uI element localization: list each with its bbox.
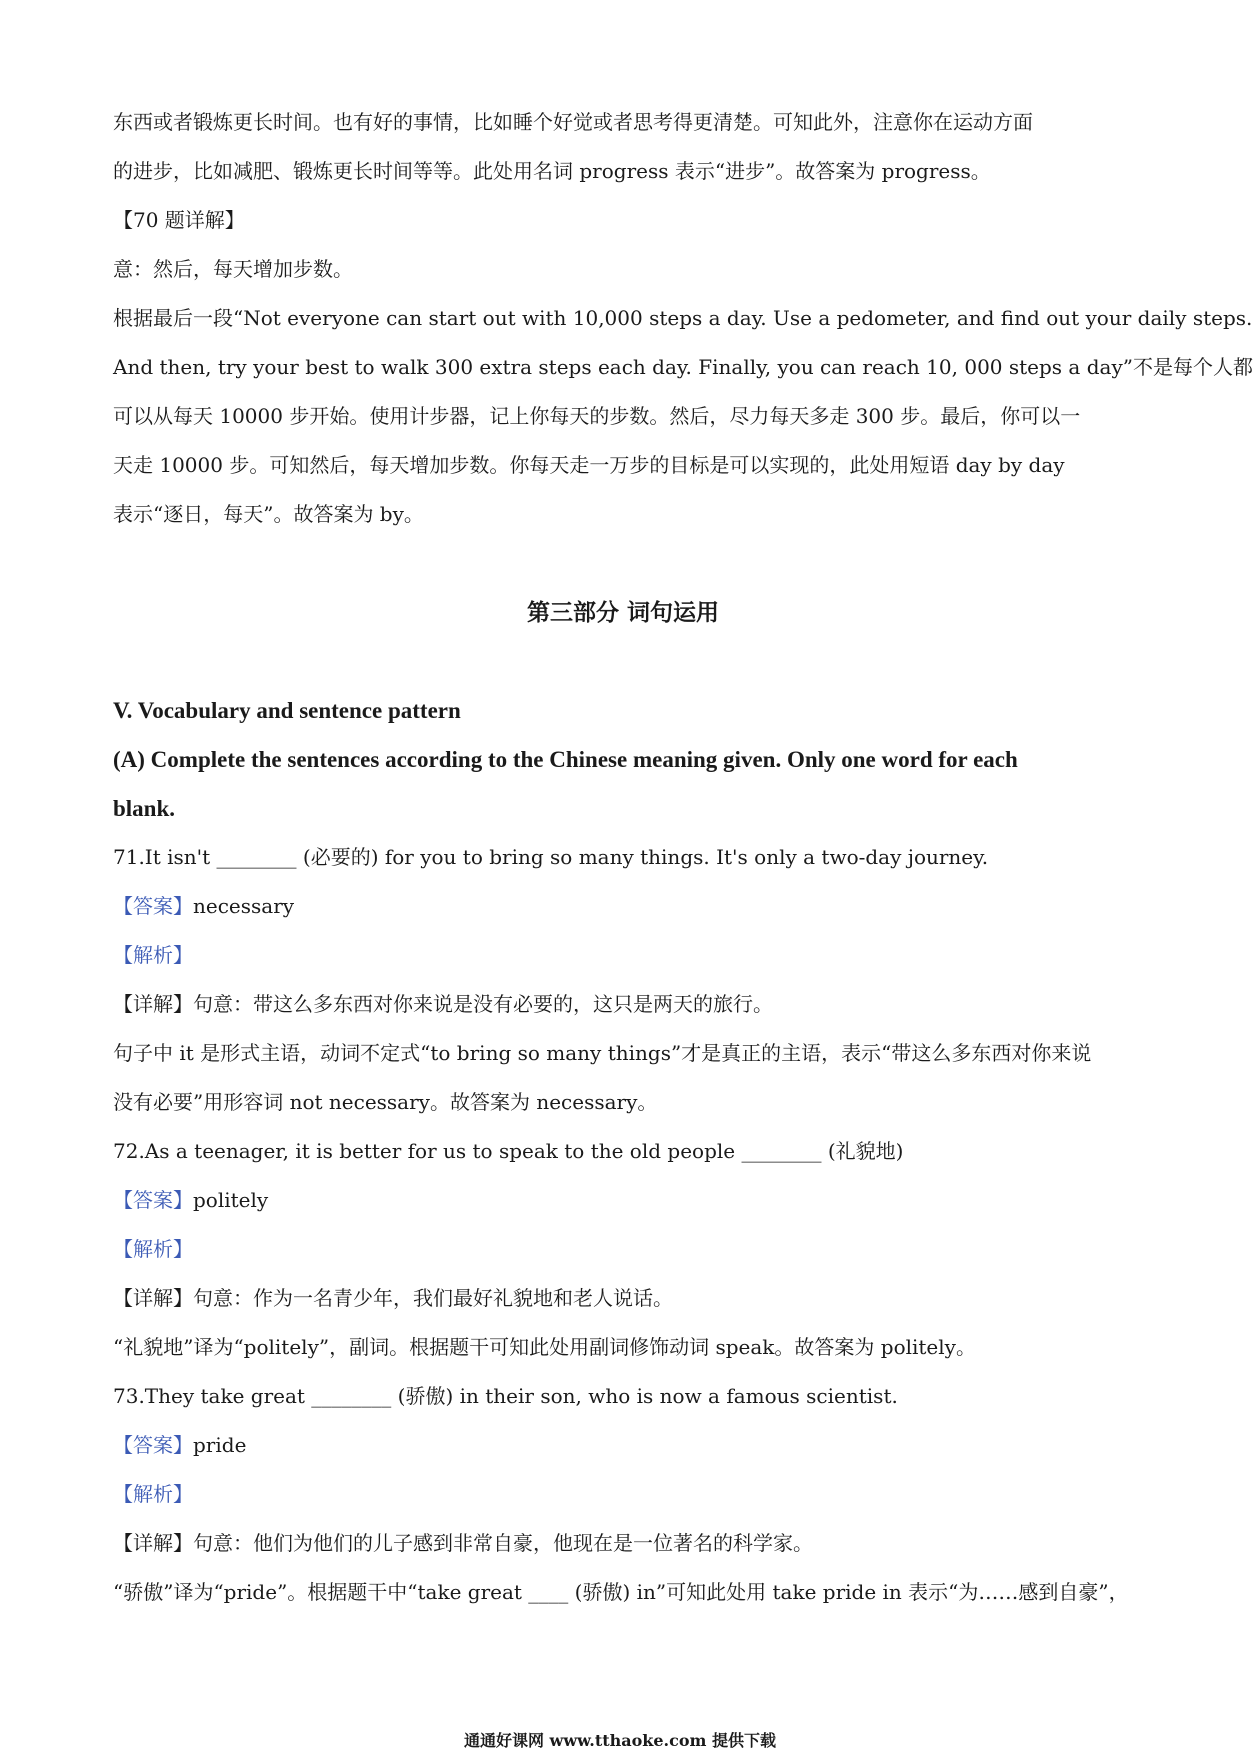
q70-title: 【70 题详解】 xyxy=(113,208,245,232)
section-subtitle-1: (A) Complete the sentences according to the Chinese meaning given. Only one word for each xyxy=(113,747,1018,772)
q70-line-5: 表示“逐日，每天”。故答案为 by。 xyxy=(113,502,424,526)
q71-explain-2: 没有必要”用形容词 not necessary。故答案为 necessary。 xyxy=(113,1090,658,1114)
q72-answer: politely xyxy=(193,1188,269,1212)
q73-analysis-label: 【解析】 xyxy=(113,1482,193,1506)
q70-meaning: 意：然后，每天增加步数。 xyxy=(113,257,353,281)
q72-explain-1: “礼貌地”译为“politely”，副词。根据题干可知此处用副词修饰动词 speak。故答案为 politely。 xyxy=(113,1335,976,1359)
page-footer: 通通好课网 www.tthaoke.com 提供下载 xyxy=(463,1731,777,1750)
q72-question: 72.As a teenager, it is better for us to speak to the old people ________ (礼貌地) xyxy=(113,1139,904,1163)
answer-label: 【答案】 xyxy=(113,894,193,918)
q72-answer-row xyxy=(113,1176,1133,1225)
detail-label: 【详解】 xyxy=(113,1531,193,1555)
q73-answer-row xyxy=(113,1421,1133,1470)
section-subtitle-2: blank. xyxy=(113,796,176,821)
q71-answer-row xyxy=(113,882,1133,931)
q70-line-4: 天走 10000 步。可知然后，每天增加步数。你每天走一万步的目标是可以实现的，此处用短语 day by day xyxy=(113,453,1065,477)
answer-label: 【答案】 xyxy=(113,1433,193,1457)
q71-detail-row xyxy=(113,980,1133,1029)
q71-detail: 句意：带这么多东西对你来说是没有必要的，这只是两天的旅行。 xyxy=(193,992,773,1016)
intro-line-2: 的进步，比如减肥、锻炼更长时间等等。此处用名词 progress 表示“进步”。故答案为 progress。 xyxy=(113,159,991,183)
detail-label: 【详解】 xyxy=(113,992,193,1016)
q70-line-2: And then, try your best to walk 300 extra steps each day. Finally, you can reach 10, 000 steps a day”不是每个人都 xyxy=(113,355,1253,379)
q71-answer: necessary xyxy=(193,894,295,918)
document-page xyxy=(113,98,1253,1617)
q70-line-3: 可以从每天 10000 步开始。使用计步器，记上你每天的步数。然后，尽力每天多走 300 步。最后，你可以一 xyxy=(113,404,1081,428)
q71-explain-1: 句子中 it 是形式主语，动词不定式“to bring so many things”才是真正的主语，表示“带这么多东西对你来说 xyxy=(113,1041,1092,1065)
q73-detail: 句意：他们为他们的儿子感到非常自豪，他现在是一位著名的科学家。 xyxy=(193,1531,813,1555)
q73-question: 73.They take great ________ (骄傲) in their son, who is now a famous scientist. xyxy=(113,1384,898,1408)
intro-line-1: 东西或者锻炼更长时间。也有好的事情，比如睡个好觉或者思考得更清楚。可知此外，注意你在运动方面 xyxy=(113,110,1033,134)
detail-label: 【详解】 xyxy=(113,1286,193,1310)
q70-line-1: 根据最后一段“Not everyone can start out with 10,000 steps a day. Use a pedometer, and find out your daily steps. xyxy=(113,306,1253,330)
part3-heading: 第三部分 词句运用 xyxy=(526,599,719,626)
answer-label: 【答案】 xyxy=(113,1188,193,1212)
q71-question: 71.It isn't ________ (必要的) for you to bring so many things. It's only a two-day journey. xyxy=(113,845,989,869)
q72-detail: 句意：作为一名青少年，我们最好礼貌地和老人说话。 xyxy=(193,1286,673,1310)
q72-analysis-label: 【解析】 xyxy=(113,1237,193,1261)
q72-detail-row xyxy=(113,1274,1133,1323)
q73-explain-1: “骄傲”译为“pride”。根据题干中“take great ____ (骄傲) in”可知此处用 take pride in 表示“为……感到自豪”， xyxy=(113,1580,1129,1604)
q73-detail-row xyxy=(113,1519,1133,1568)
q71-analysis-label: 【解析】 xyxy=(113,943,193,967)
section-title: V. Vocabulary and sentence pattern xyxy=(113,698,461,723)
q73-answer: pride xyxy=(193,1433,247,1457)
